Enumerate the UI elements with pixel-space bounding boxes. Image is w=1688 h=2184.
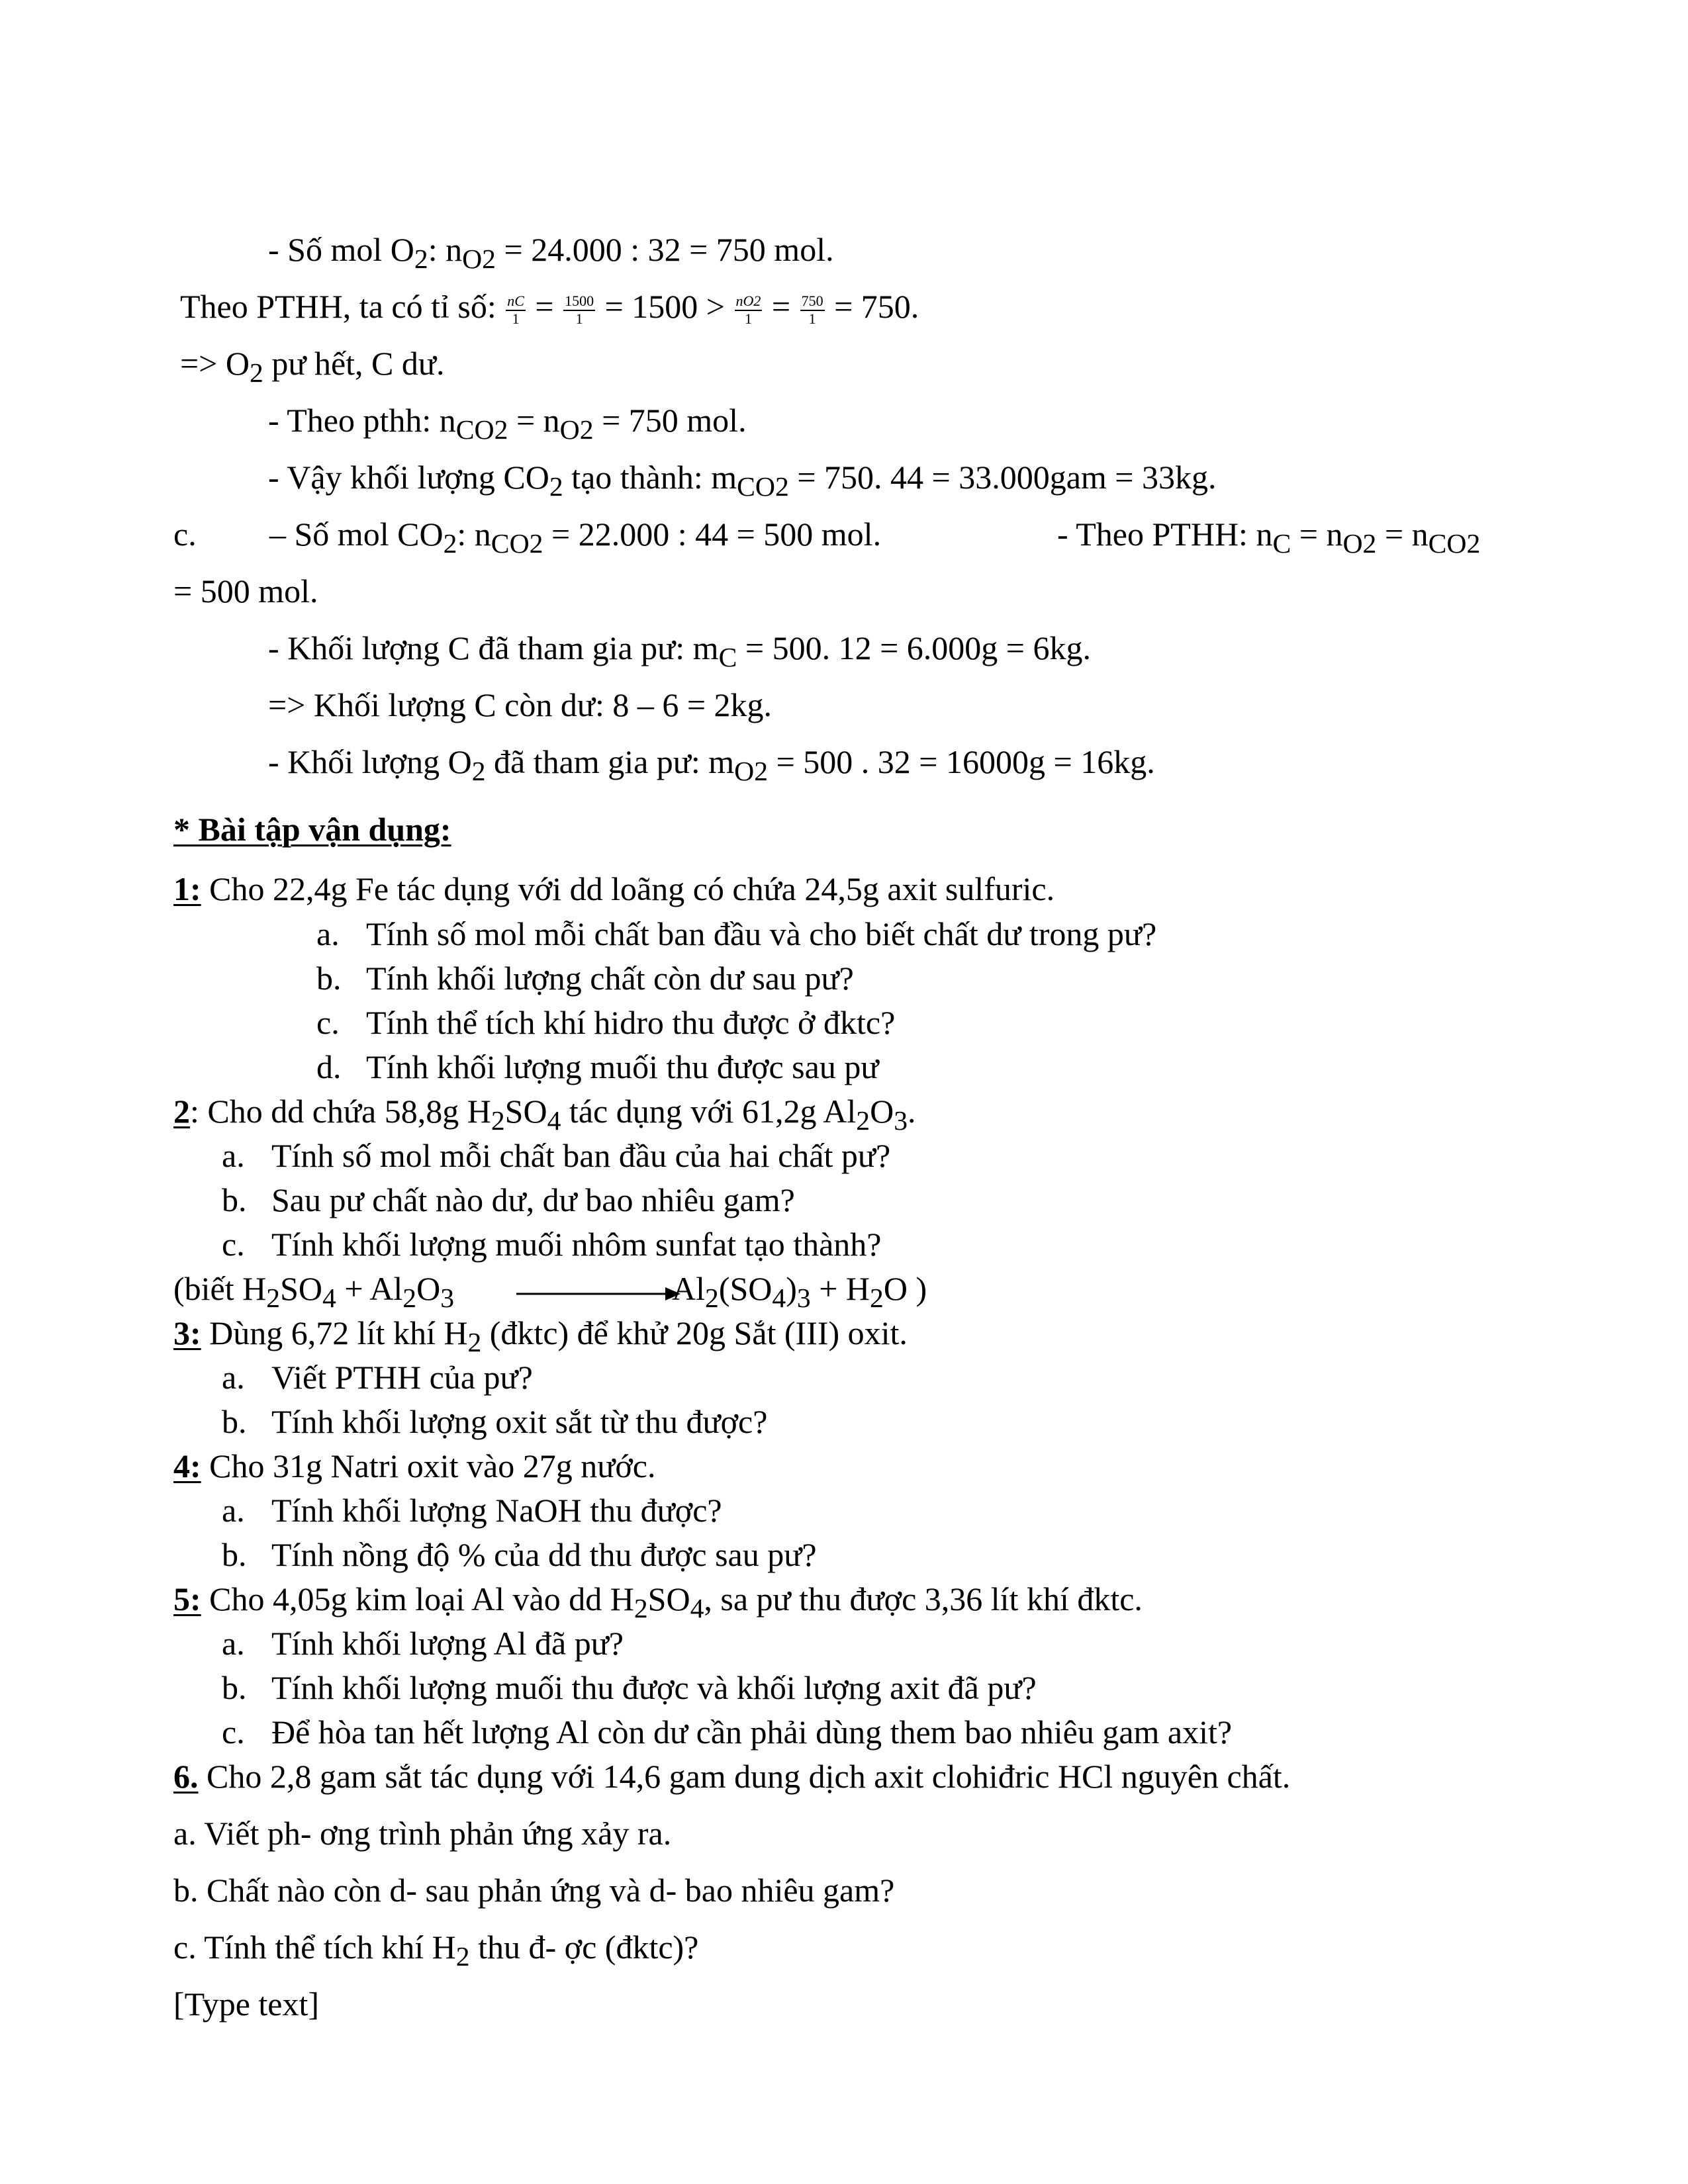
exercise-6: 6. Cho 2,8 gam sắt tác dụng với 14,6 gam dung dịch axit clohiđric HCl nguyên chất. xyxy=(173,1758,1291,1795)
exercise-3-item-b: b. Tính khối lượng oxit sắt từ thu được? xyxy=(222,1403,768,1440)
exercise-4: 4: Cho 31g Natri oxit vào 27g nước. xyxy=(173,1447,656,1484)
footer-placeholder: [Type text] xyxy=(173,1985,320,2023)
exercise-3-number: 3: xyxy=(173,1314,201,1351)
solution-line-8: - Khối lượng C đã tham gia pư: $m_C = 500$. 12 = 6.000g = 6kg. xyxy=(268,629,1091,673)
exercise-3-item-a: a. Viết PTHH của pư? xyxy=(222,1359,533,1396)
fraction-750: $\frac{750}{1}$ xyxy=(801,293,823,327)
exercise-1-item-d: d. Tính khối lượng muối thu được sau pư xyxy=(316,1048,879,1085)
exercise-5-item-c: c. Để hòa tan hết lượng Al còn dư cần phải dùng them bao nhiêu gam axit? xyxy=(222,1713,1233,1751)
exercise-2-item-b: b. Sau pư chất nào dư, dư bao nhiêu gam? xyxy=(222,1181,795,1218)
exercise-2-equation-products: $Al_2(SO_4)_3 + H_2O$ ) xyxy=(672,1270,927,1314)
exercise-1-item-b: b. Tính khối lượng chất còn dư sau pư? xyxy=(316,960,854,997)
exercise-5-number: 5: xyxy=(173,1580,201,1617)
solution-line-4: - Theo pthh: $n_{CO2} = n_{O2} = 750$ mol. xyxy=(268,402,747,445)
exercise-2: 2: Cho dd chứa 58,8g $H_2SO_4$ tác dụng với 61,2g $Al_2O_3$. xyxy=(173,1093,916,1136)
exercise-2-item-c: c. Tính khối lượng muối nhôm sunfat tạo thành? xyxy=(222,1226,882,1263)
exercise-5-item-b: b. Tính khối lượng muối thu được và khối lượng axit đã pư? xyxy=(222,1669,1037,1706)
solution-line-9: => Khối lượng C còn dư: 8 – 6 = 2kg. xyxy=(268,686,773,723)
reaction-arrow-icon xyxy=(516,1284,682,1304)
exercise-heading: * Bài tập vận dụng: xyxy=(173,811,451,848)
exercise-4-item-a: a. Tính khối lượng NaOH thu được? xyxy=(222,1492,722,1529)
exercise-1-number: 1: xyxy=(173,870,201,907)
solution-line-6: c. – Số mol $CO_2$: $n_{CO2} = 22.000$ : 44 = 500 mol. - Theo PTHH: $n_C = n_{O2} = n_{CO2}$ xyxy=(173,516,1481,559)
exercise-6-number: 6. xyxy=(173,1758,199,1795)
fraction-nc: $\frac{nC}{1}$ xyxy=(507,293,524,327)
fraction-no2: $\frac{nO2}{1}$ xyxy=(735,293,761,327)
solution-line-10: - Khối lượng $O_2$ đã tham gia pư: $m_{O2} = 500$ . 32 = 16000g = 16kg. xyxy=(268,743,1155,787)
solution-line-1: - Số mol $O_2$: $n_{O2} = 24.000$ : 32 = 750 mol. xyxy=(268,231,834,275)
solution-line-2: Theo PTHH, ta có tỉ số: $\frac{nC}{1}$ = $\frac{1500}{1}$ = 1500 > $\frac{nO2}{1}$ = $\frac{750}{1}$ = 750. xyxy=(180,288,919,327)
exercise-6-part-b: b. Chất nào còn d- sau phản ứng và d- bao nhiêu gam? xyxy=(173,1872,895,1909)
exercise-6-part-a: a. Viết ph- ơng trình phản ứng xảy ra. xyxy=(173,1815,672,1852)
solution-line-7: = 500 mol. xyxy=(173,572,318,610)
exercise-1-item-a: a. Tính số mol mỗi chất ban đầu và cho biết chất dư trong pư? xyxy=(316,915,1157,952)
exercise-6-part-c: c. Tính thể tích khí $H_2$ thu đ- ợc (đktc)? xyxy=(173,1929,699,1972)
exercise-1-item-c: c. Tính thể tích khí hidro thu được ở đktc? xyxy=(316,1004,896,1041)
solution-line-3: => $O_2$ pư hết, C dư. xyxy=(180,345,445,388)
exercise-2-equation: (biết $H_2SO_4 + Al_2O_3$ xyxy=(173,1270,455,1314)
fraction-1500: $\frac{1500}{1}$ xyxy=(565,293,594,327)
exercise-2-item-a: a. Tính số mol mỗi chất ban đầu của hai chất pư? xyxy=(222,1137,891,1174)
exercise-5: 5: Cho 4,05g kim loại Al vào dd $H_2SO_4$, sa pư thu được 3,36 lít khí đktc. xyxy=(173,1580,1143,1624)
exercise-4-number: 4: xyxy=(173,1447,201,1484)
exercise-3: 3: Dùng 6,72 lít khí $H_2$ (đktc) để khử 20g Sắt (III) oxit. xyxy=(173,1314,908,1358)
solution-line-5: - Vậy khối lượng $CO_2$ tạo thành: $m_{CO2} = 750$. 44 = 33.000gam = 33kg. xyxy=(268,459,1217,502)
exercise-1: 1: Cho 22,4g Fe tác dụng với dd loãng có chứa 24,5g axit sulfuric. xyxy=(173,870,1055,907)
exercise-5-item-a: a. Tính khối lượng Al đã pư? xyxy=(222,1625,624,1662)
exercise-4-item-b: b. Tính nồng độ % của dd thu được sau pư? xyxy=(222,1536,817,1573)
exercise-2-number: 2 xyxy=(173,1093,190,1130)
